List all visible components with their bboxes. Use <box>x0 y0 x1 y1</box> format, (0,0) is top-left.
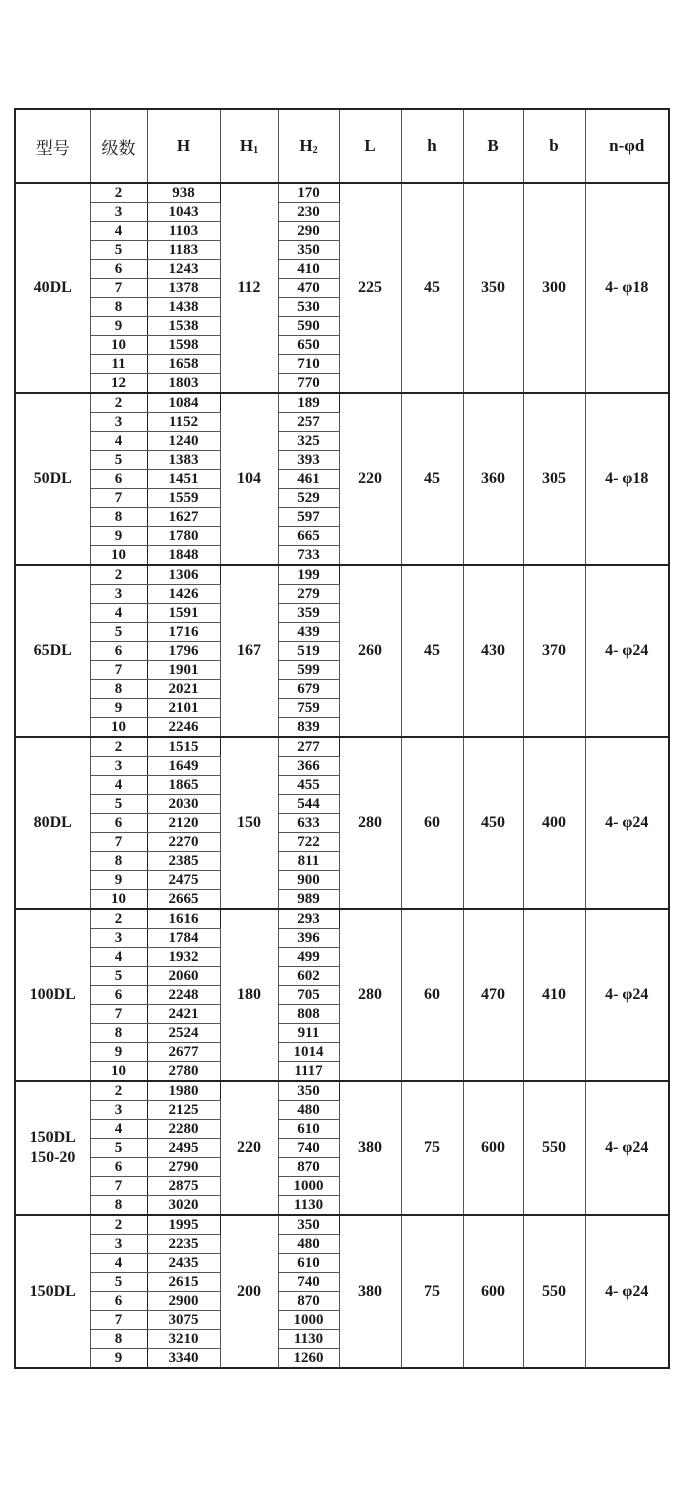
H-cell: 1932 <box>147 948 220 967</box>
B-cell: 350 <box>463 183 523 393</box>
h-cell: 45 <box>401 183 463 393</box>
stage-cell: 8 <box>90 508 147 527</box>
H-cell: 1152 <box>147 413 220 432</box>
stage-cell: 9 <box>90 1043 147 1062</box>
h-cell: 75 <box>401 1215 463 1368</box>
H-cell: 1716 <box>147 623 220 642</box>
H-cell: 1591 <box>147 604 220 623</box>
stage-cell: 6 <box>90 642 147 661</box>
stage-cell: 2 <box>90 393 147 413</box>
b-cell: 410 <box>523 909 585 1081</box>
H2-cell: 350 <box>278 241 339 260</box>
H2-cell: 705 <box>278 986 339 1005</box>
H-cell: 1515 <box>147 737 220 757</box>
stage-cell: 6 <box>90 260 147 279</box>
H2-cell: 1117 <box>278 1062 339 1082</box>
H1-cell: 180 <box>220 909 278 1081</box>
L-cell: 260 <box>339 565 401 737</box>
stage-cell: 6 <box>90 814 147 833</box>
stage-cell: 3 <box>90 757 147 776</box>
H-cell: 2385 <box>147 852 220 871</box>
model-cell <box>15 183 90 393</box>
H-cell: 1598 <box>147 336 220 355</box>
H2-cell: 1000 <box>278 1311 339 1330</box>
H1-cell: 167 <box>220 565 278 737</box>
H2-cell: 808 <box>278 1005 339 1024</box>
model-name: 40DL <box>33 279 72 296</box>
H2-cell: 1260 <box>278 1349 339 1369</box>
header-H1-sub: 1 <box>253 145 259 156</box>
stage-cell: 4 <box>90 222 147 241</box>
stage-cell: 10 <box>90 1062 147 1082</box>
stage-cell: 5 <box>90 451 147 470</box>
H-cell: 2780 <box>147 1062 220 1082</box>
H-cell: 1378 <box>147 279 220 298</box>
H2-cell: 170 <box>278 183 339 203</box>
H-cell: 2875 <box>147 1177 220 1196</box>
H2-cell: 740 <box>278 1273 339 1292</box>
stage-cell: 5 <box>90 1273 147 1292</box>
stage-cell: 3 <box>90 929 147 948</box>
H2-cell: 230 <box>278 203 339 222</box>
b-cell: 400 <box>523 737 585 909</box>
b-cell: 550 <box>523 1081 585 1215</box>
H2-cell: 277 <box>278 737 339 757</box>
stage-cell: 4 <box>90 432 147 451</box>
stage-cell: 8 <box>90 1196 147 1216</box>
H-cell: 3020 <box>147 1196 220 1216</box>
stage-cell: 2 <box>90 1215 147 1235</box>
H-cell: 3210 <box>147 1330 220 1349</box>
H-cell: 1240 <box>147 432 220 451</box>
header-b: b <box>523 109 585 183</box>
stage-cell: 4 <box>90 948 147 967</box>
H2-cell: 710 <box>278 355 339 374</box>
b-cell: 300 <box>523 183 585 393</box>
H2-cell: 610 <box>278 1254 339 1273</box>
stage-cell: 8 <box>90 680 147 699</box>
H-cell: 1451 <box>147 470 220 489</box>
table-row <box>15 565 669 585</box>
H-cell: 3075 <box>147 1311 220 1330</box>
model-name: 80DL <box>33 814 72 831</box>
H-cell: 1649 <box>147 757 220 776</box>
header-row <box>15 109 669 183</box>
H1-cell: 150 <box>220 737 278 909</box>
B-cell: 470 <box>463 909 523 1081</box>
header-L: L <box>339 109 401 183</box>
H2-cell: 393 <box>278 451 339 470</box>
model-cell <box>15 737 90 909</box>
H-cell: 1784 <box>147 929 220 948</box>
model-cell <box>15 909 90 1081</box>
stage-cell: 5 <box>90 1139 147 1158</box>
B-cell: 360 <box>463 393 523 565</box>
stage-cell: 8 <box>90 1024 147 1043</box>
H2-cell: 455 <box>278 776 339 795</box>
stage-cell: 8 <box>90 1330 147 1349</box>
header-nd: n-φd <box>585 109 669 183</box>
header-H2 <box>278 109 339 183</box>
header-H2-sub: 2 <box>312 145 318 156</box>
H-cell: 1616 <box>147 909 220 929</box>
stage-cell: 4 <box>90 1254 147 1273</box>
stage-cell: 3 <box>90 585 147 604</box>
model-name: 150DL <box>29 1282 76 1300</box>
B-cell: 600 <box>463 1081 523 1215</box>
H-cell: 1658 <box>147 355 220 374</box>
H-cell: 1803 <box>147 374 220 394</box>
model-name: 150DL <box>29 1129 76 1146</box>
dimension-table-sheet <box>14 108 668 1467</box>
H2-cell: 590 <box>278 317 339 336</box>
H2-cell: 396 <box>278 929 339 948</box>
H-cell: 1383 <box>147 451 220 470</box>
L-cell: 380 <box>339 1081 401 1215</box>
stage-cell: 3 <box>90 1101 147 1120</box>
H-cell: 1627 <box>147 508 220 527</box>
nd-cell: 4- φ24 <box>585 565 669 737</box>
stage-cell: 7 <box>90 1311 147 1330</box>
H2-cell: 633 <box>278 814 339 833</box>
h-cell: 60 <box>401 737 463 909</box>
H2-cell: 911 <box>278 1024 339 1043</box>
stage-cell: 6 <box>90 1292 147 1311</box>
stage-cell: 11 <box>90 355 147 374</box>
stage-cell: 10 <box>90 718 147 738</box>
H-cell: 2435 <box>147 1254 220 1273</box>
H2-cell: 470 <box>278 279 339 298</box>
model-cell <box>15 393 90 565</box>
stage-cell: 10 <box>90 890 147 910</box>
H2-cell: 900 <box>278 871 339 890</box>
stage-cell: 2 <box>90 1081 147 1101</box>
H2-cell: 870 <box>278 1292 339 1311</box>
H2-cell: 499 <box>278 948 339 967</box>
table-row <box>15 1081 669 1101</box>
B-cell: 450 <box>463 737 523 909</box>
H2-cell: 733 <box>278 546 339 566</box>
H2-cell: 599 <box>278 661 339 680</box>
stage-cell: 7 <box>90 489 147 508</box>
H-cell: 1865 <box>147 776 220 795</box>
H2-cell: 461 <box>278 470 339 489</box>
H-cell: 1426 <box>147 585 220 604</box>
H2-cell: 602 <box>278 967 339 986</box>
stage-cell: 2 <box>90 737 147 757</box>
table-row <box>15 183 669 203</box>
nd-cell: 4- φ24 <box>585 909 669 1081</box>
nd-cell: 4- φ24 <box>585 1215 669 1368</box>
stage-cell: 9 <box>90 1349 147 1369</box>
table-row <box>15 1215 669 1235</box>
H2-cell: 544 <box>278 795 339 814</box>
stage-cell: 6 <box>90 470 147 489</box>
table-body <box>15 183 669 1368</box>
H-cell: 2101 <box>147 699 220 718</box>
H2-cell: 350 <box>278 1081 339 1101</box>
H-cell: 2495 <box>147 1139 220 1158</box>
header-H2-base: H <box>299 136 313 155</box>
stage-cell: 3 <box>90 1235 147 1254</box>
H-cell: 1780 <box>147 527 220 546</box>
stage-cell: 8 <box>90 298 147 317</box>
header-model: 型号 <box>15 109 90 183</box>
H-cell: 2524 <box>147 1024 220 1043</box>
H2-cell: 480 <box>278 1101 339 1120</box>
H1-cell: 200 <box>220 1215 278 1368</box>
stage-cell: 8 <box>90 852 147 871</box>
H2-cell: 740 <box>278 1139 339 1158</box>
nd-cell: 4- φ24 <box>585 1081 669 1215</box>
B-cell: 430 <box>463 565 523 737</box>
H2-cell: 722 <box>278 833 339 852</box>
H-cell: 1438 <box>147 298 220 317</box>
H2-cell: 366 <box>278 757 339 776</box>
H2-cell: 480 <box>278 1235 339 1254</box>
stage-cell: 9 <box>90 317 147 336</box>
H2-cell: 759 <box>278 699 339 718</box>
stage-cell: 3 <box>90 203 147 222</box>
H2-cell: 290 <box>278 222 339 241</box>
H2-cell: 665 <box>278 527 339 546</box>
H2-cell: 519 <box>278 642 339 661</box>
stage-cell: 2 <box>90 909 147 929</box>
stage-cell: 10 <box>90 336 147 355</box>
H2-cell: 293 <box>278 909 339 929</box>
H-cell: 2900 <box>147 1292 220 1311</box>
H-cell: 1995 <box>147 1215 220 1235</box>
stage-cell: 7 <box>90 661 147 680</box>
H2-cell: 770 <box>278 374 339 394</box>
H2-cell: 350 <box>278 1215 339 1235</box>
H-cell: 1306 <box>147 565 220 585</box>
H-cell: 2790 <box>147 1158 220 1177</box>
h-cell: 45 <box>401 565 463 737</box>
H-cell: 1043 <box>147 203 220 222</box>
stage-cell: 7 <box>90 1177 147 1196</box>
H-cell: 1559 <box>147 489 220 508</box>
header-stages: 级数 <box>90 109 147 183</box>
L-cell: 280 <box>339 909 401 1081</box>
b-cell: 370 <box>523 565 585 737</box>
H-cell: 2270 <box>147 833 220 852</box>
H-cell: 2021 <box>147 680 220 699</box>
stage-cell: 4 <box>90 776 147 795</box>
stage-cell: 3 <box>90 413 147 432</box>
H2-cell: 1000 <box>278 1177 339 1196</box>
L-cell: 280 <box>339 737 401 909</box>
H-cell: 2615 <box>147 1273 220 1292</box>
header-H1 <box>220 109 278 183</box>
model-cell <box>15 565 90 737</box>
H2-cell: 439 <box>278 623 339 642</box>
H2-cell: 325 <box>278 432 339 451</box>
H1-cell: 220 <box>220 1081 278 1215</box>
H2-cell: 1130 <box>278 1330 339 1349</box>
H-cell: 2280 <box>147 1120 220 1139</box>
L-cell: 225 <box>339 183 401 393</box>
H-cell: 2120 <box>147 814 220 833</box>
H2-cell: 530 <box>278 298 339 317</box>
stage-cell: 9 <box>90 871 147 890</box>
L-cell: 380 <box>339 1215 401 1368</box>
H2-cell: 279 <box>278 585 339 604</box>
table-row <box>15 737 669 757</box>
H-cell: 1901 <box>147 661 220 680</box>
H-cell: 2421 <box>147 1005 220 1024</box>
table-row <box>15 909 669 929</box>
H2-cell: 811 <box>278 852 339 871</box>
H-cell: 2125 <box>147 1101 220 1120</box>
H-cell: 1103 <box>147 222 220 241</box>
L-cell: 220 <box>339 393 401 565</box>
H2-cell: 650 <box>278 336 339 355</box>
stage-cell: 10 <box>90 546 147 566</box>
table-header <box>15 109 669 183</box>
H-cell: 2246 <box>147 718 220 738</box>
model-cell <box>15 1081 90 1215</box>
model-cell <box>15 1215 90 1368</box>
nd-cell: 4- φ18 <box>585 183 669 393</box>
H-cell: 3340 <box>147 1349 220 1369</box>
H-cell: 1183 <box>147 241 220 260</box>
header-H1-base: H <box>239 136 254 155</box>
model-name: 50DL <box>33 470 72 487</box>
stage-cell: 6 <box>90 986 147 1005</box>
stage-cell: 5 <box>90 623 147 642</box>
model-name: 100DL <box>29 986 76 1003</box>
b-cell: 305 <box>523 393 585 565</box>
model-name: 65DL <box>33 642 72 659</box>
stage-cell: 9 <box>90 527 147 546</box>
stage-cell: 5 <box>90 795 147 814</box>
nd-cell: 4- φ18 <box>585 393 669 565</box>
H-cell: 2665 <box>147 890 220 910</box>
stage-cell: 5 <box>90 967 147 986</box>
stage-cell: 5 <box>90 241 147 260</box>
H2-cell: 870 <box>278 1158 339 1177</box>
nd-cell: 4- φ24 <box>585 737 669 909</box>
B-cell: 600 <box>463 1215 523 1368</box>
stage-cell: 7 <box>90 279 147 298</box>
stage-cell: 9 <box>90 699 147 718</box>
H2-cell: 199 <box>278 565 339 585</box>
h-cell: 60 <box>401 909 463 1081</box>
header-h: h <box>401 109 463 183</box>
h-cell: 45 <box>401 393 463 565</box>
H-cell: 2060 <box>147 967 220 986</box>
stage-cell: 2 <box>90 565 147 585</box>
H-cell: 1243 <box>147 260 220 279</box>
stage-cell: 12 <box>90 374 147 394</box>
H-cell: 1796 <box>147 642 220 661</box>
stage-cell: 2 <box>90 183 147 203</box>
H2-cell: 597 <box>278 508 339 527</box>
H2-cell: 529 <box>278 489 339 508</box>
stage-cell: 7 <box>90 1005 147 1024</box>
H-cell: 2248 <box>147 986 220 1005</box>
H2-cell: 1130 <box>278 1196 339 1216</box>
H-cell: 2030 <box>147 795 220 814</box>
header-B: B <box>463 109 523 183</box>
H-cell: 938 <box>147 183 220 203</box>
H1-cell: 112 <box>220 183 278 393</box>
H2-cell: 610 <box>278 1120 339 1139</box>
stage-cell: 4 <box>90 604 147 623</box>
h-cell: 75 <box>401 1081 463 1215</box>
H-cell: 2677 <box>147 1043 220 1062</box>
H2-cell: 1014 <box>278 1043 339 1062</box>
H-cell: 1084 <box>147 393 220 413</box>
H2-cell: 679 <box>278 680 339 699</box>
H2-cell: 189 <box>278 393 339 413</box>
H2-cell: 989 <box>278 890 339 910</box>
model-name-alt: 150-20 <box>30 1149 76 1166</box>
H2-cell: 410 <box>278 260 339 279</box>
stage-cell: 6 <box>90 1158 147 1177</box>
b-cell: 550 <box>523 1215 585 1368</box>
H-cell: 2475 <box>147 871 220 890</box>
pump-dimension-table <box>14 108 670 1369</box>
H-cell: 2235 <box>147 1235 220 1254</box>
stage-cell: 7 <box>90 833 147 852</box>
table-row <box>15 393 669 413</box>
stage-cell: 4 <box>90 1120 147 1139</box>
H2-cell: 359 <box>278 604 339 623</box>
H-cell: 1538 <box>147 317 220 336</box>
H2-cell: 257 <box>278 413 339 432</box>
H-cell: 1848 <box>147 546 220 566</box>
header-H: H <box>147 109 220 183</box>
H1-cell: 104 <box>220 393 278 565</box>
H-cell: 1980 <box>147 1081 220 1101</box>
H2-cell: 839 <box>278 718 339 738</box>
